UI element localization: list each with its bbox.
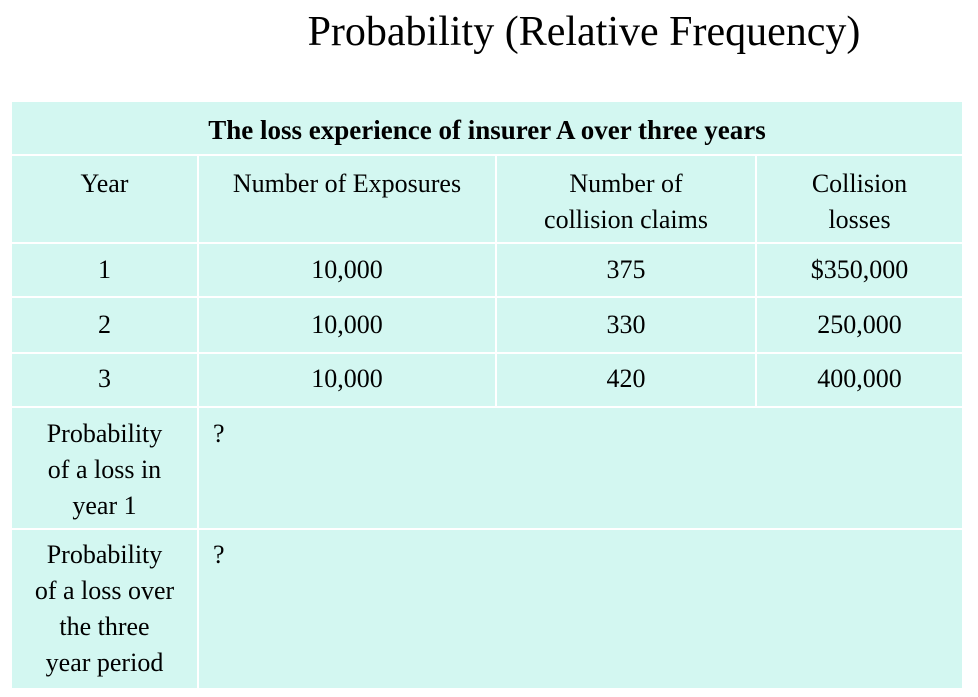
question-2-label: Probability of a loss over the three year period: [34, 540, 175, 677]
row-3-year: 3: [98, 364, 111, 393]
row-3-exposures: 10,000: [311, 364, 383, 393]
row-3-claims: 420: [606, 364, 646, 393]
row-2-divider: [12, 352, 962, 354]
question-1-answer: ?: [213, 419, 225, 448]
question-column-divider: [197, 408, 199, 688]
row-1-year: 1: [98, 255, 111, 284]
row-3-divider: [12, 406, 962, 408]
row-1-losses: $350,000: [810, 255, 909, 284]
row-2-year: 2: [98, 310, 111, 339]
loss-experience-table: [12, 102, 962, 688]
row-1-claims: 375: [606, 255, 646, 284]
header-collision-losses: Collision losses: [811, 169, 908, 234]
row-2-claims: 330: [606, 310, 646, 339]
question-1-label: Probability of a loss in year 1: [46, 419, 163, 520]
caption-divider: [12, 154, 962, 156]
question-2-answer: ?: [213, 540, 225, 569]
row-3-losses: 400,000: [817, 364, 902, 393]
table-caption: The loss experience of insurer A over three years: [208, 115, 766, 145]
header-divider: [12, 242, 962, 244]
row-1-exposures: 10,000: [311, 255, 383, 284]
page-title: Probability (Relative Frequency): [307, 9, 861, 55]
row-1-divider: [12, 296, 962, 298]
header-number-of-exposures: Number of Exposures: [232, 169, 462, 198]
question-1-divider: [12, 528, 962, 530]
header-year: Year: [80, 169, 129, 198]
row-2-exposures: 10,000: [311, 310, 383, 339]
row-2-losses: 250,000: [817, 310, 902, 339]
header-number-of-collision-claims: Number of collision claims: [544, 169, 708, 234]
